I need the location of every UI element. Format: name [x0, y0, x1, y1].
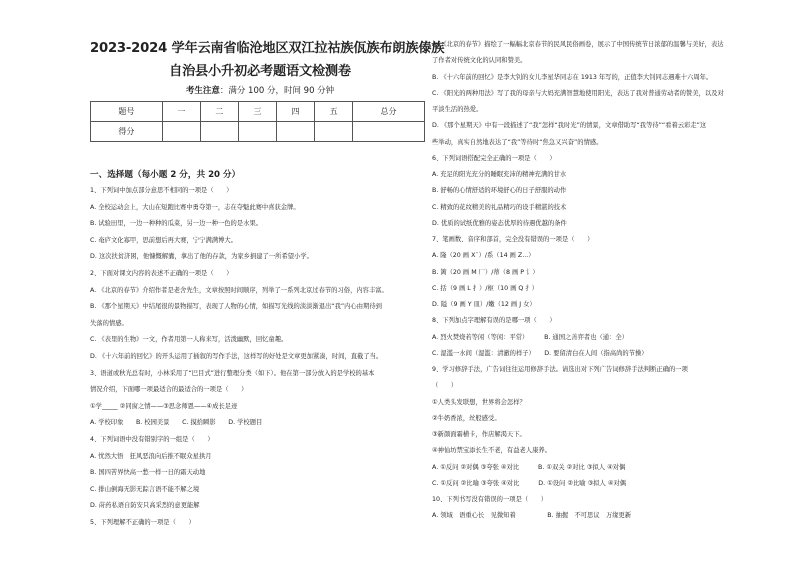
question-line: D. 隘（9 画 Y 皿）/嫩（12 画 J 女） [432, 301, 536, 308]
question-line: 了作者对传统文化的认同和赞美。 [432, 57, 527, 65]
question-line: D. 《那个星期天》中有一段描述了“我”怎样“我时光”的情景，文章借助写“我等待”“看着云彩走”这 [432, 122, 707, 130]
question-line: B. 篱（20 画 M 厂）/蒂（8 画 P 讠） [432, 268, 539, 276]
question-line: ③新颜面霜横卡，作店解渴天下。 [432, 431, 526, 438]
score-header-cell: 题号 [91, 102, 163, 122]
question-line: C. 排山倒海无影无踪言语不能不解之境 [90, 485, 200, 493]
question-line: 5、下列理解不正确的一项是（ ） [90, 519, 195, 526]
question-line: B. 《十六年前的回忆》是李大钊的女儿李星华同志在 1913 年写的，正值李大钊同志遇难十六周年。 [432, 73, 713, 81]
question-line: 失落的情感。 [90, 319, 128, 327]
notice-text: ：满分 100 分，时间 90 分钟 [219, 86, 335, 96]
notice-label: 考生注意 [185, 86, 220, 96]
question-line: A. ①反问 ②对偶 ③夸张 ④对比 B. ①双关 ②对比 ③拟人 ④对偶 [432, 463, 626, 471]
question-line: 情况介绍，下面哪一项最适合的最适合的一项是（ ） [90, 386, 248, 394]
exam-notice [90, 85, 430, 97]
question-line: C. 奄庐文化寡甲，思前想后再大赛，宁宁满满博大。 [90, 236, 237, 244]
question-line: 8、下列加点字理解有误的是哪一项（ ） [432, 317, 556, 325]
question-line: A. 忧然大悟 狂风恶浪向后推不眠众星拱月 [90, 452, 212, 460]
question-line: 2、下面对课文内容的表述不正确的一项是（ ） [90, 270, 233, 277]
score-header-cell: 三 [238, 102, 276, 122]
score-input-cell[interactable] [277, 122, 315, 142]
score-header-cell: 四 [277, 102, 315, 122]
question-line: A. 《北京的春节》描绘了一幅幅北京春节的民风民俗画卷，展示了中国传统节日浓郁的温馨与美好，表达 [432, 41, 724, 48]
question-line: B. 《那个星期天》中结尾很的景物描写，表现了人物的心情，如描写光线的淡淡渐退出“我”内心由期待到 [90, 303, 382, 311]
question-line: 10、下列书写没有错误的一项是（ ） [432, 496, 548, 503]
question-line: 3、语道或秋光总有时，小林采用了“巴目式”进行整理分类（如下）。他在第一部分放入的是学校的基本 [90, 369, 375, 377]
question-line: D. 优质的试纸优雅的姿态优厚的待遇优越的条件 [432, 219, 567, 227]
score-header-cell: 一 [162, 102, 200, 122]
question-line: （ ） [432, 382, 458, 390]
score-table [90, 101, 425, 142]
question-line: C. 括（9 画 L 扌）/枢（10 画 Q 扌） [432, 284, 538, 292]
score-input-cell[interactable] [200, 122, 238, 142]
score-table-score-row [91, 122, 425, 142]
score-input-cell[interactable] [353, 122, 425, 142]
question-line: C. 湿滥一水间（湿滥：清澈的样子） D. 要留清白在人间（指高尚的节操） [432, 349, 648, 357]
page-title-line-1: 2023-2024 学年云南省临沧地区双江拉祜族佤族布朗族傣族 [90, 41, 445, 56]
question-line: ②牛奶香浓，丝般感受。 [432, 414, 501, 422]
question-line: A. 领域 语重心长 见微知着 B. 抽握 不可思议 万缘更新 [432, 512, 632, 520]
question-line: B. 舒畅的心情舒适的环境舒心的日子舒服的动作 [432, 187, 567, 195]
question-line: A. 烈火焚烧若等闲（等闲：平常） B. 通国之善弈者也（通：全） [432, 333, 628, 341]
score-header-cell: 二 [200, 102, 238, 122]
score-header-cell: 总分 [353, 102, 425, 122]
question-line: 1、下列词中加点部分意思不相同的一项是（ ） [90, 187, 233, 194]
question-line: ①学_____ ②同窗之情——③思念师恩——④成长足迹 [90, 402, 238, 410]
question-line: C. ①反问 ②比喻 ③夸张 ④对比 D. ①设问 ②比喻 ③拟人 ④对偶 [432, 479, 627, 487]
question-line: C. 《阳光的两种用法》写了我的母亲与大妈充满智慧地使用阳光，表达了我对普通劳动者的赞美，以及对 [432, 89, 724, 97]
score-row-label: 得分 [91, 122, 163, 142]
question-line: 9、学习修辞手法，广告词往往运用修辞手法。请选出对下列广告词修辞手法判断正确的一项 [432, 366, 688, 373]
score-input-cell[interactable] [315, 122, 353, 142]
question-line: 7、笔画数、音序和部首，完全没有错误的一项是（ ） [432, 236, 594, 243]
question-line: A. 充足的阳光充分的睡眠充沛的精神充满的甘水 [432, 171, 567, 178]
question-line: 6、下列词语搭配完全正确的一项是（ ） [432, 154, 556, 162]
question-line: A. 《北京的春节》介绍作者是老舍先生，文章按照时间顺序，列举了一系列北京过春节的习俗，内容丰富。 [90, 286, 388, 294]
question-line: C. 《表里的生物》一文，作者用第一人称来写，活泼幽默，回忆童趣。 [90, 336, 288, 344]
section-heading-choice: 一、选择题（每小题 2 分，共 20 分） [90, 170, 241, 180]
question-line: D. 莳药私语自防安只高采烈的意更能解 [90, 502, 200, 510]
score-header-cell: 五 [315, 102, 353, 122]
question-line: B. 试验田里，一边一种种的瓜菜，另一边一种一色的是水果。 [90, 220, 263, 228]
score-table-header-row [91, 102, 425, 122]
question-line: A. 学校印象 B. 校园美景 C. 摸拾瞬影 D. 学校题目 [90, 419, 263, 427]
score-input-cell[interactable] [238, 122, 276, 142]
question-line: ①人类头发联想，世界将会怎样？ [432, 398, 526, 406]
question-line: 些举动，真实自然地表达了“我”等待时“焦急又兴奋”的情感。 [432, 138, 603, 146]
question-line: ④神仙坊禁宝添长生不老，有益老人康养。 [432, 447, 551, 455]
question-line: D. 《十六年前的回忆》的开头运用了插叙的写作手法，这样写的好处是文章更加紧凑，时间，直截了当。 [90, 353, 383, 360]
question-line: B. 国四苦界快高一愁一样一日的霜天动地 [90, 469, 206, 477]
question-line: A. 隆（20 画 X¨）/系（14 画 Z...） [432, 252, 535, 260]
question-line: D. 这次扶贫济困，他慷慨解囊，拿出了他的存款，为家乡捐建了一所希望小学。 [90, 253, 313, 261]
question-line: 4、下列词语中没有错别字的一组是（ ） [90, 436, 214, 443]
question-line: 平淡生活的热爱。 [432, 106, 483, 113]
page-title-line-2: 自治县小升初必考题语文检测卷 [169, 64, 351, 79]
score-input-cell[interactable] [162, 122, 200, 142]
question-line: A. 全校运动会上，大山在短跑比赛中勇夺第一，志在夺魁此赛中喜获金牌。 [90, 203, 300, 211]
question-line: C. 精致的花纹精美的礼品精巧的设手精湛的技术 [432, 203, 567, 211]
